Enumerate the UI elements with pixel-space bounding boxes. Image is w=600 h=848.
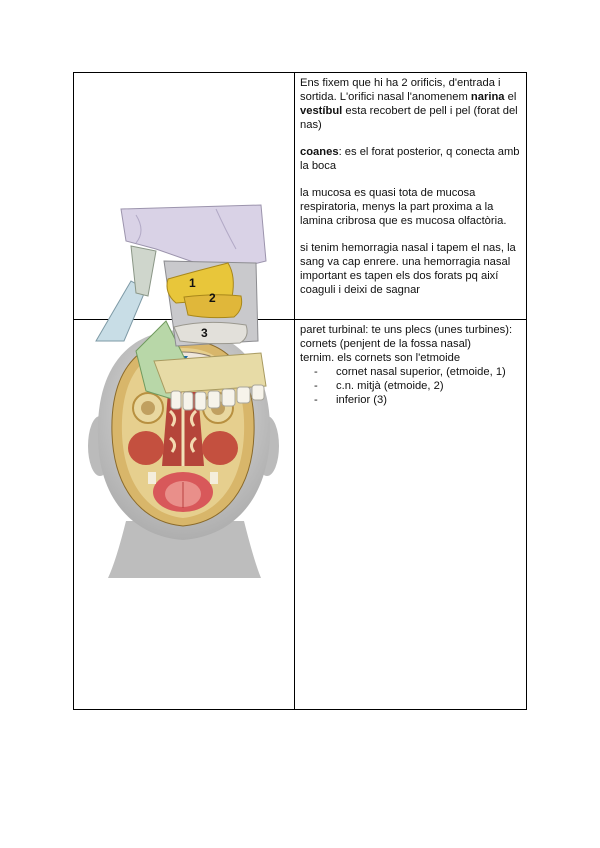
turbinate-label-2: 2 xyxy=(208,290,216,305)
term-coanes: coanes xyxy=(300,146,339,158)
paragraph-coanes xyxy=(300,145,520,173)
list-item xyxy=(314,365,520,379)
list-item xyxy=(314,379,520,393)
nasal-wall-turbinates-image xyxy=(76,201,276,426)
term-narina: narina xyxy=(470,91,505,103)
line-paret-turbinal: paret turbinal: te uns plecs (unes turbines): xyxy=(300,324,513,336)
line-etmoide: ternim. els cornets son l'etmoide xyxy=(300,352,461,364)
paragraph-orificis xyxy=(300,76,520,132)
text-span: esta recobert de pell i pel (forat del nas) xyxy=(300,105,518,131)
list-item-text: c.n. mitjà (etmoide, 2) xyxy=(336,380,444,392)
turbinate-list xyxy=(300,365,520,407)
turbinates-cell xyxy=(188,275,527,710)
nasal-openings-cell xyxy=(295,73,527,320)
text-span: : es el forat posterior, q conecta amb la boca xyxy=(300,146,520,172)
text-span: Ens fixem que hi ha 2 orificis, d'entrada i sortida. L'orifici nasal l'anomenem xyxy=(300,77,501,103)
paragraph-hemorragia: si tenim hemorragia nasal i tapem el nas, la sang va cap enrere. una hemorragia nasal important es tapen els dos forats pq així coaguli i deixi de sagnar xyxy=(300,242,516,296)
notes-table xyxy=(73,72,527,710)
table-row xyxy=(74,320,527,710)
turbinate-label-1: 1 xyxy=(188,275,196,290)
turbinate-label-3: 3 xyxy=(200,325,208,340)
paragraph-mucosa: la mucosa es quasi tota de mucosa respiratoria, menys la part proxima a la lamina cribrosa que es mucosa olfactòria. xyxy=(300,187,507,227)
dash-marker: - xyxy=(314,366,318,378)
list-item xyxy=(314,393,520,407)
dash-marker: - xyxy=(314,380,318,392)
text-span: el xyxy=(504,91,517,103)
list-item-text: cornet nasal superior, (etmoide, 1) xyxy=(336,366,506,378)
term-vestibul: vestíbul xyxy=(300,105,343,117)
line-cornets: cornets (penjent de la fossa nasal) xyxy=(300,338,472,350)
list-item-text: inferior (3) xyxy=(336,394,387,406)
dash-marker: - xyxy=(314,394,318,406)
